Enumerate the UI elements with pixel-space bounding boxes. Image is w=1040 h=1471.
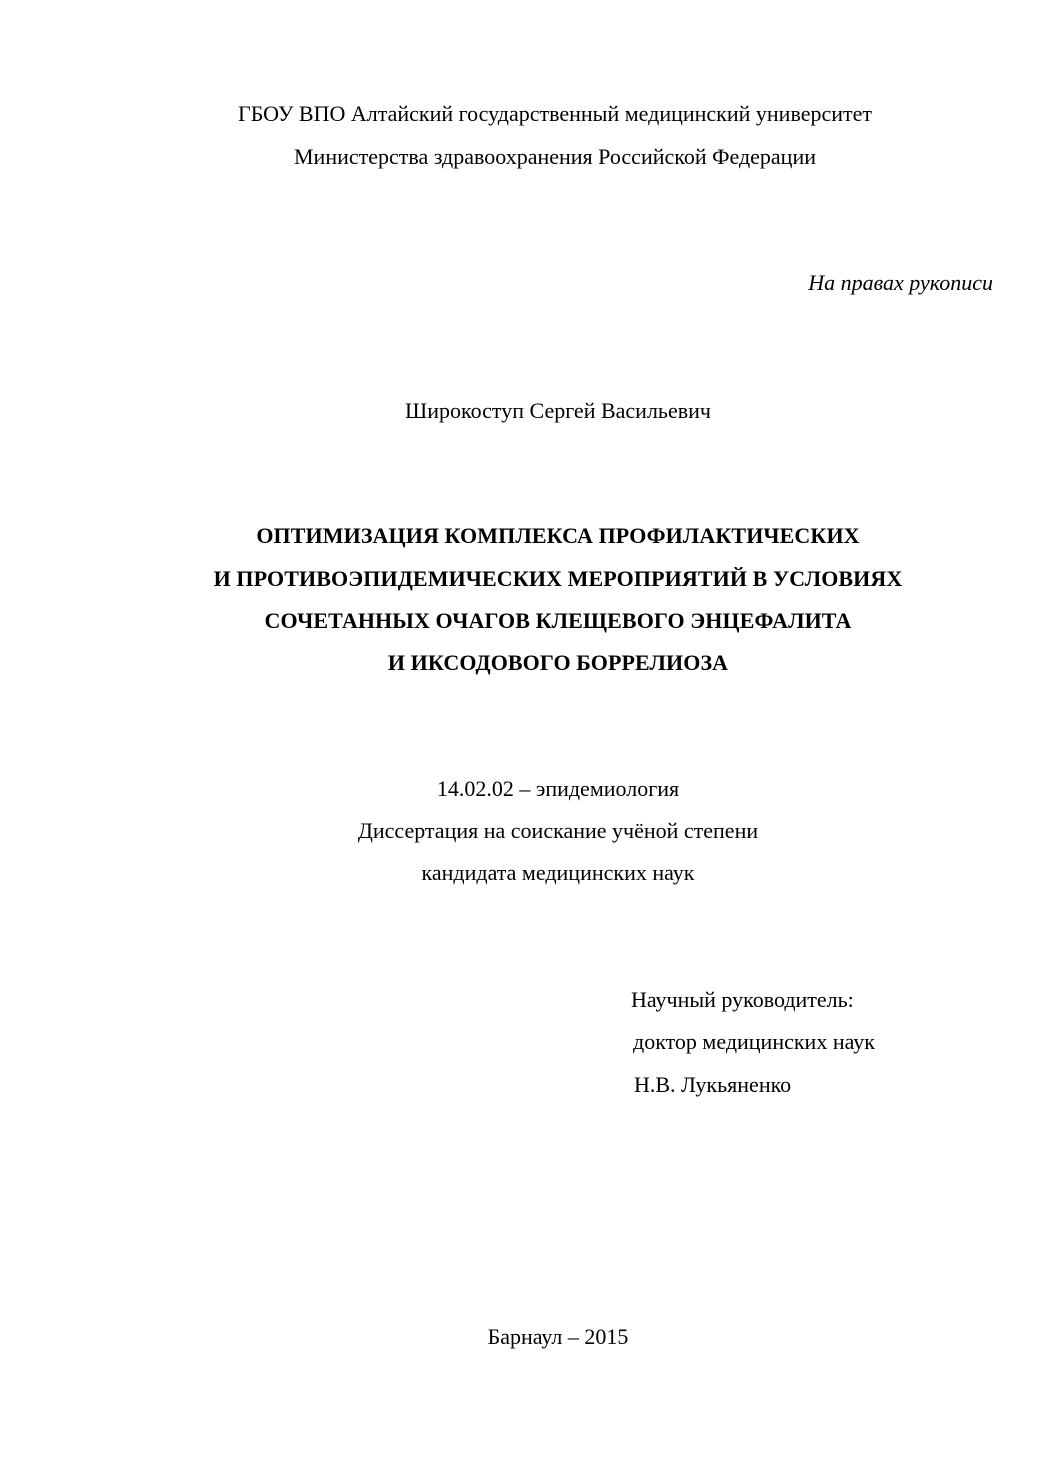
- supervisor-label: Научный руководитель:: [631, 987, 854, 1012]
- author-name: Широкоступ Сергей Васильевич: [405, 398, 711, 423]
- institution-line-2: Министерства здравоохранения Российской Федерации: [294, 144, 816, 169]
- manuscript-note: На правах рукописи: [808, 270, 993, 295]
- institution-line-1: ГБОУ ВПО Алтайский государственный медицинский университет: [237, 101, 873, 126]
- title-line-2: И ПРОТИВОЭПИДЕМИЧЕСКИХ МЕРОПРИЯТИЙ В УСЛОВИЯХ: [213, 566, 903, 591]
- degree-line-1: Диссертация на соискание учёной степени: [357, 818, 759, 843]
- degree-line-2: кандидата медицинских наук: [421, 860, 695, 885]
- supervisor-name: Н.В. Лукьяненко: [634, 1072, 792, 1097]
- title-line-4: И ИКСОДОВОГО БОРРЕЛИОЗА: [387, 650, 729, 675]
- specialty-code: 14.02.02 – эпидемиология: [436, 776, 680, 801]
- title-line-3: СОЧЕТАННЫХ ОЧАГОВ КЛЕЩЕВОГО ЭНЦЕФАЛИТА: [264, 608, 852, 633]
- supervisor-degree: доктор медицинских наук: [633, 1029, 875, 1054]
- title-line-1: ОПТИМИЗАЦИЯ КОМПЛЕКСА ПРОФИЛАКТИЧЕСКИХ: [256, 523, 860, 548]
- city-year: Барнаул – 2015: [487, 1324, 629, 1349]
